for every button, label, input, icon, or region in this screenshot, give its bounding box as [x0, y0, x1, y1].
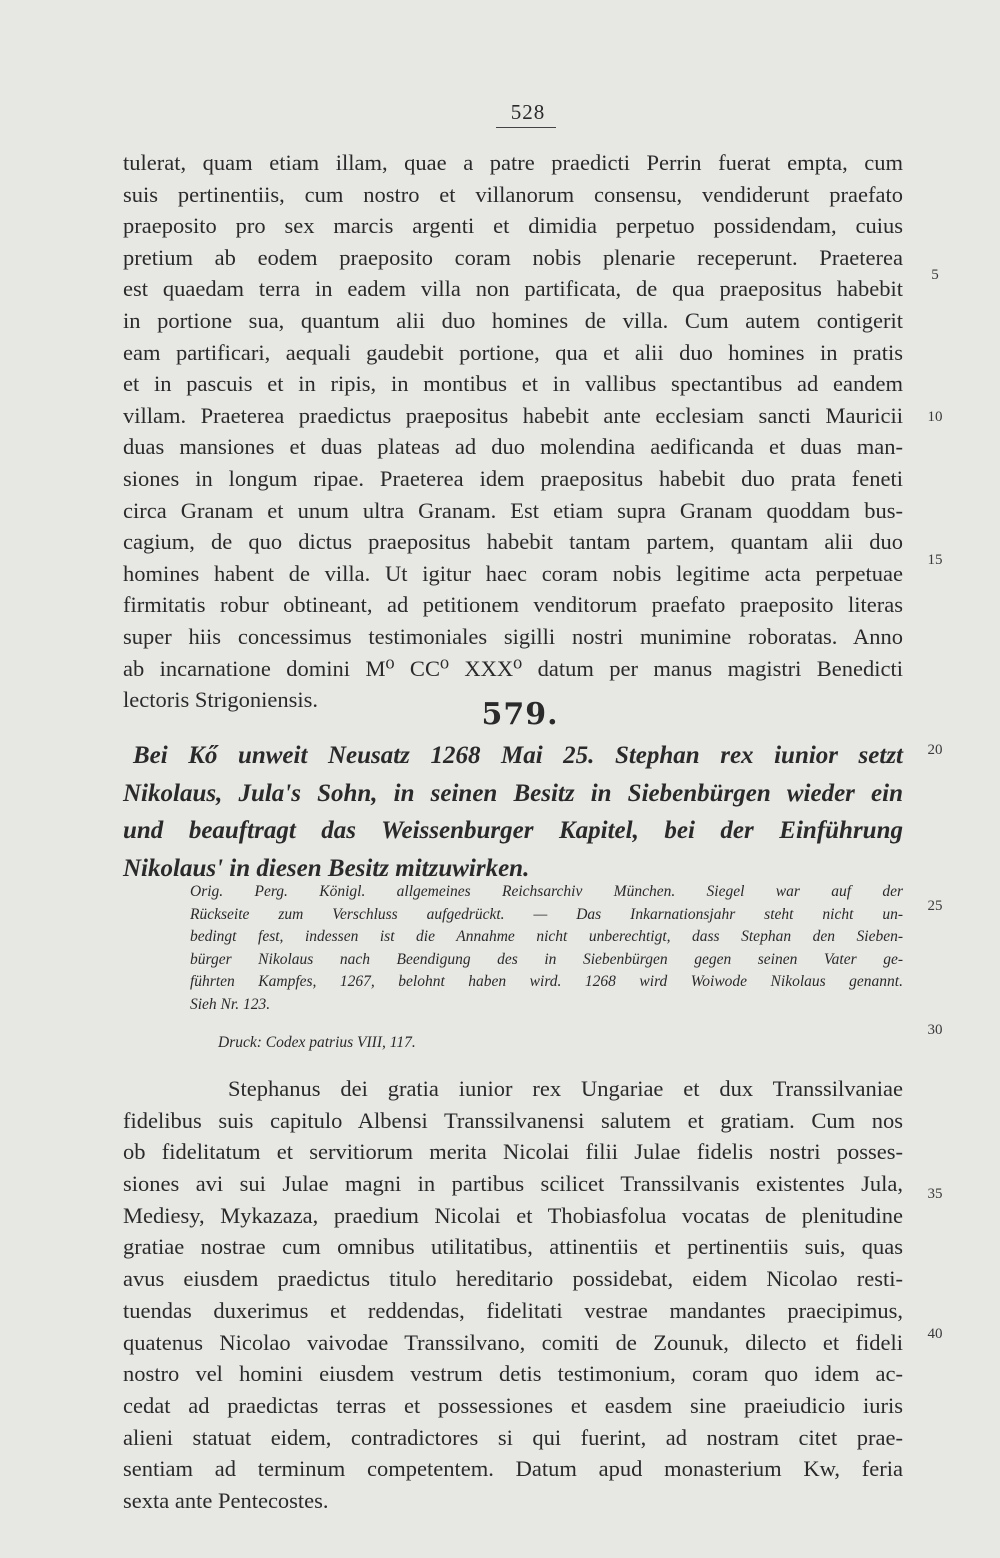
margin-line-number: 30 — [927, 1022, 943, 1038]
margin-line-number: 20 — [927, 742, 943, 758]
text-line: et in pascuis et in ripis, in montibus et in vallibus spectantibus ad eandem — [123, 371, 903, 397]
text-line: cedat ad praedictas terras et possessiones et easdem sine praeiudicio iuris — [123, 1392, 903, 1418]
text-line: circa Granam et unum ultra Granam. Est etiam supra Granam quoddam bus- — [123, 497, 903, 523]
text-line: ob fidelitatum et servitiorum merita Nicolai filii Julae fidelis nostri posses- — [123, 1139, 903, 1165]
note-line: führten Kampfes, 1267, belohnt haben wird. 1268 wird Woiwode Nikolaus genannt. — [190, 973, 903, 990]
note-line: Sieh Nr. 123. — [190, 995, 271, 1013]
text-line: nostro vel homini eiusdem vestrum detis testimonium, coram quo idem ac- — [123, 1361, 903, 1387]
text-line: duas mansiones et duas plateas ad duo molendina aedificanda et duas man- — [123, 434, 903, 460]
text-line: pretium ab eodem praeposito coram nobis plenarie receperunt. Praeterea — [123, 244, 903, 270]
note-line: bedingt fest, indessen ist die Annahme nicht unberechtigt, dass Stephan den Sieben- — [190, 928, 903, 945]
margin-line-number: 15 — [927, 552, 943, 568]
text-line: siones avi sui Julae magni in partibus scilicet Transsilvanis existentes Jula, — [123, 1171, 903, 1197]
text-line: villam. Praeterea praedictus praepositus habebit ante ecclesiam sancti Mauricii — [123, 402, 903, 428]
text-line: lectoris Strigoniensis. — [123, 687, 318, 713]
print-note — [218, 1032, 898, 1055]
text-line: suis pertinentiis, cum nostro et villanorum consensu, vendiderunt praefato — [123, 181, 903, 207]
margin-line-number: 25 — [927, 898, 943, 914]
document-regest — [123, 737, 903, 887]
document-number: 579. — [481, 697, 559, 732]
text-line: super hiis concessimus testimoniales sigilli nostri munimine roboratas. Anno — [123, 623, 903, 649]
text-line: cagium, de quo dictus praepositus habebit tantam partem, quantam alii duo — [123, 529, 903, 555]
source-note — [190, 881, 903, 1016]
text-line: tulerat, quam etiam illam, quae a patre praedicti Perrin fuerat empta, cum — [123, 150, 903, 175]
text-line: tuendas duxerimus et reddendas, fidelitati vestrae mandantes praecipimus, — [123, 1297, 903, 1323]
text-line: avus eiusdem praedictus titulo hereditario possidebat, eidem Nicolao resti- — [123, 1266, 903, 1292]
regest-line: und beauftragt das Weissenburger Kapitel, bei der Einführung — [123, 817, 903, 844]
text-line: sexta ante Pentecostes. — [123, 1487, 329, 1513]
document-text — [123, 1073, 903, 1517]
print-note-line: Druck: Codex patrius VIII, 117. — [218, 1034, 416, 1051]
note-line: Rückseite zum Verschluss aufgedrückt. — Das Inkarnationsjahr steht nicht un- — [190, 905, 903, 923]
text-line: siones in longum ripae. Praeterea idem praepositus habebit duo prata feneti — [123, 465, 903, 491]
note-line: bürger Nikolaus nach Beendigung des in Siebenbürgen gegen seinen Vater ge- — [190, 950, 903, 968]
text-line: ab incarnatione domini M⁰ CC⁰ XXX⁰ datum per manus magistri Benedicti — [123, 655, 903, 681]
margin-line-number: 40 — [927, 1326, 943, 1342]
text-line: homines habent de villa. Ut igitur haec coram nobis legitime acta perpetuae — [123, 560, 903, 586]
text-line: eam partificari, aequali gaudebit portione, qua et alii duo homines in pratis — [123, 339, 903, 365]
continuation-text — [123, 147, 903, 716]
text-line: fidelibus suis capitulo Albensi Transsilvanensi salutem et gratiam. Cum nos — [123, 1107, 903, 1133]
text-line: sentiam ad terminum competentem. Datum apud monasterium Kw, feria — [123, 1456, 903, 1482]
text-line: alieni statuat eidem, contradictores si qui fuerint, ad nostram citet prae- — [123, 1424, 903, 1450]
regest-line: Nikolaus, Jula's Sohn, in seinen Besitz in Siebenbürgen wieder ein — [123, 779, 903, 807]
note-line: Orig. Perg. Königl. allgemeines Reichsarchiv München. Siegel war auf der — [190, 883, 903, 900]
text-line: praeposito pro sex marcis argenti et dimidia perpetuo possidendam, cuius — [123, 213, 903, 239]
text-line: quatenus Nicolao vaivodae Transsilvano, comiti de Zounuk, dilecto et fideli — [123, 1329, 903, 1355]
text-line: in portione sua, quantum alii duo homines de villa. Cum autem contigerit — [123, 307, 903, 333]
text-line: Mediesy, Mykazaza, praedium Nicolai et Thobiasfolua vocatas de plenitudine — [123, 1202, 903, 1228]
page-number-rule — [496, 127, 556, 128]
text-line: est quaedam terra in eadem villa non partificata, de qua praepositus habebit — [123, 276, 903, 302]
margin-line-number: 10 — [927, 409, 943, 425]
margin-line-number: 35 — [927, 1186, 943, 1202]
regest-line: Bei Kő unweit Neusatz 1268 Mai 25. Stephan rex iunior setzt — [133, 742, 903, 769]
margin-line-number: 5 — [931, 267, 939, 283]
page-number: 528 — [510, 100, 546, 124]
text-line: gratiae nostrae cum omnibus utilitatibus, attinentiis et pertinentiis suis, quas — [123, 1234, 903, 1260]
regest-line: Nikolaus' in diesen Besitz mitzuwirken. — [123, 854, 530, 882]
text-line: firmitatis robur obtineant, ad petitionem venditorum praefato praeposito literas — [123, 592, 903, 618]
text-line: Stephanus dei gratia iunior rex Ungariae et dux Transsilvaniae — [228, 1076, 903, 1101]
